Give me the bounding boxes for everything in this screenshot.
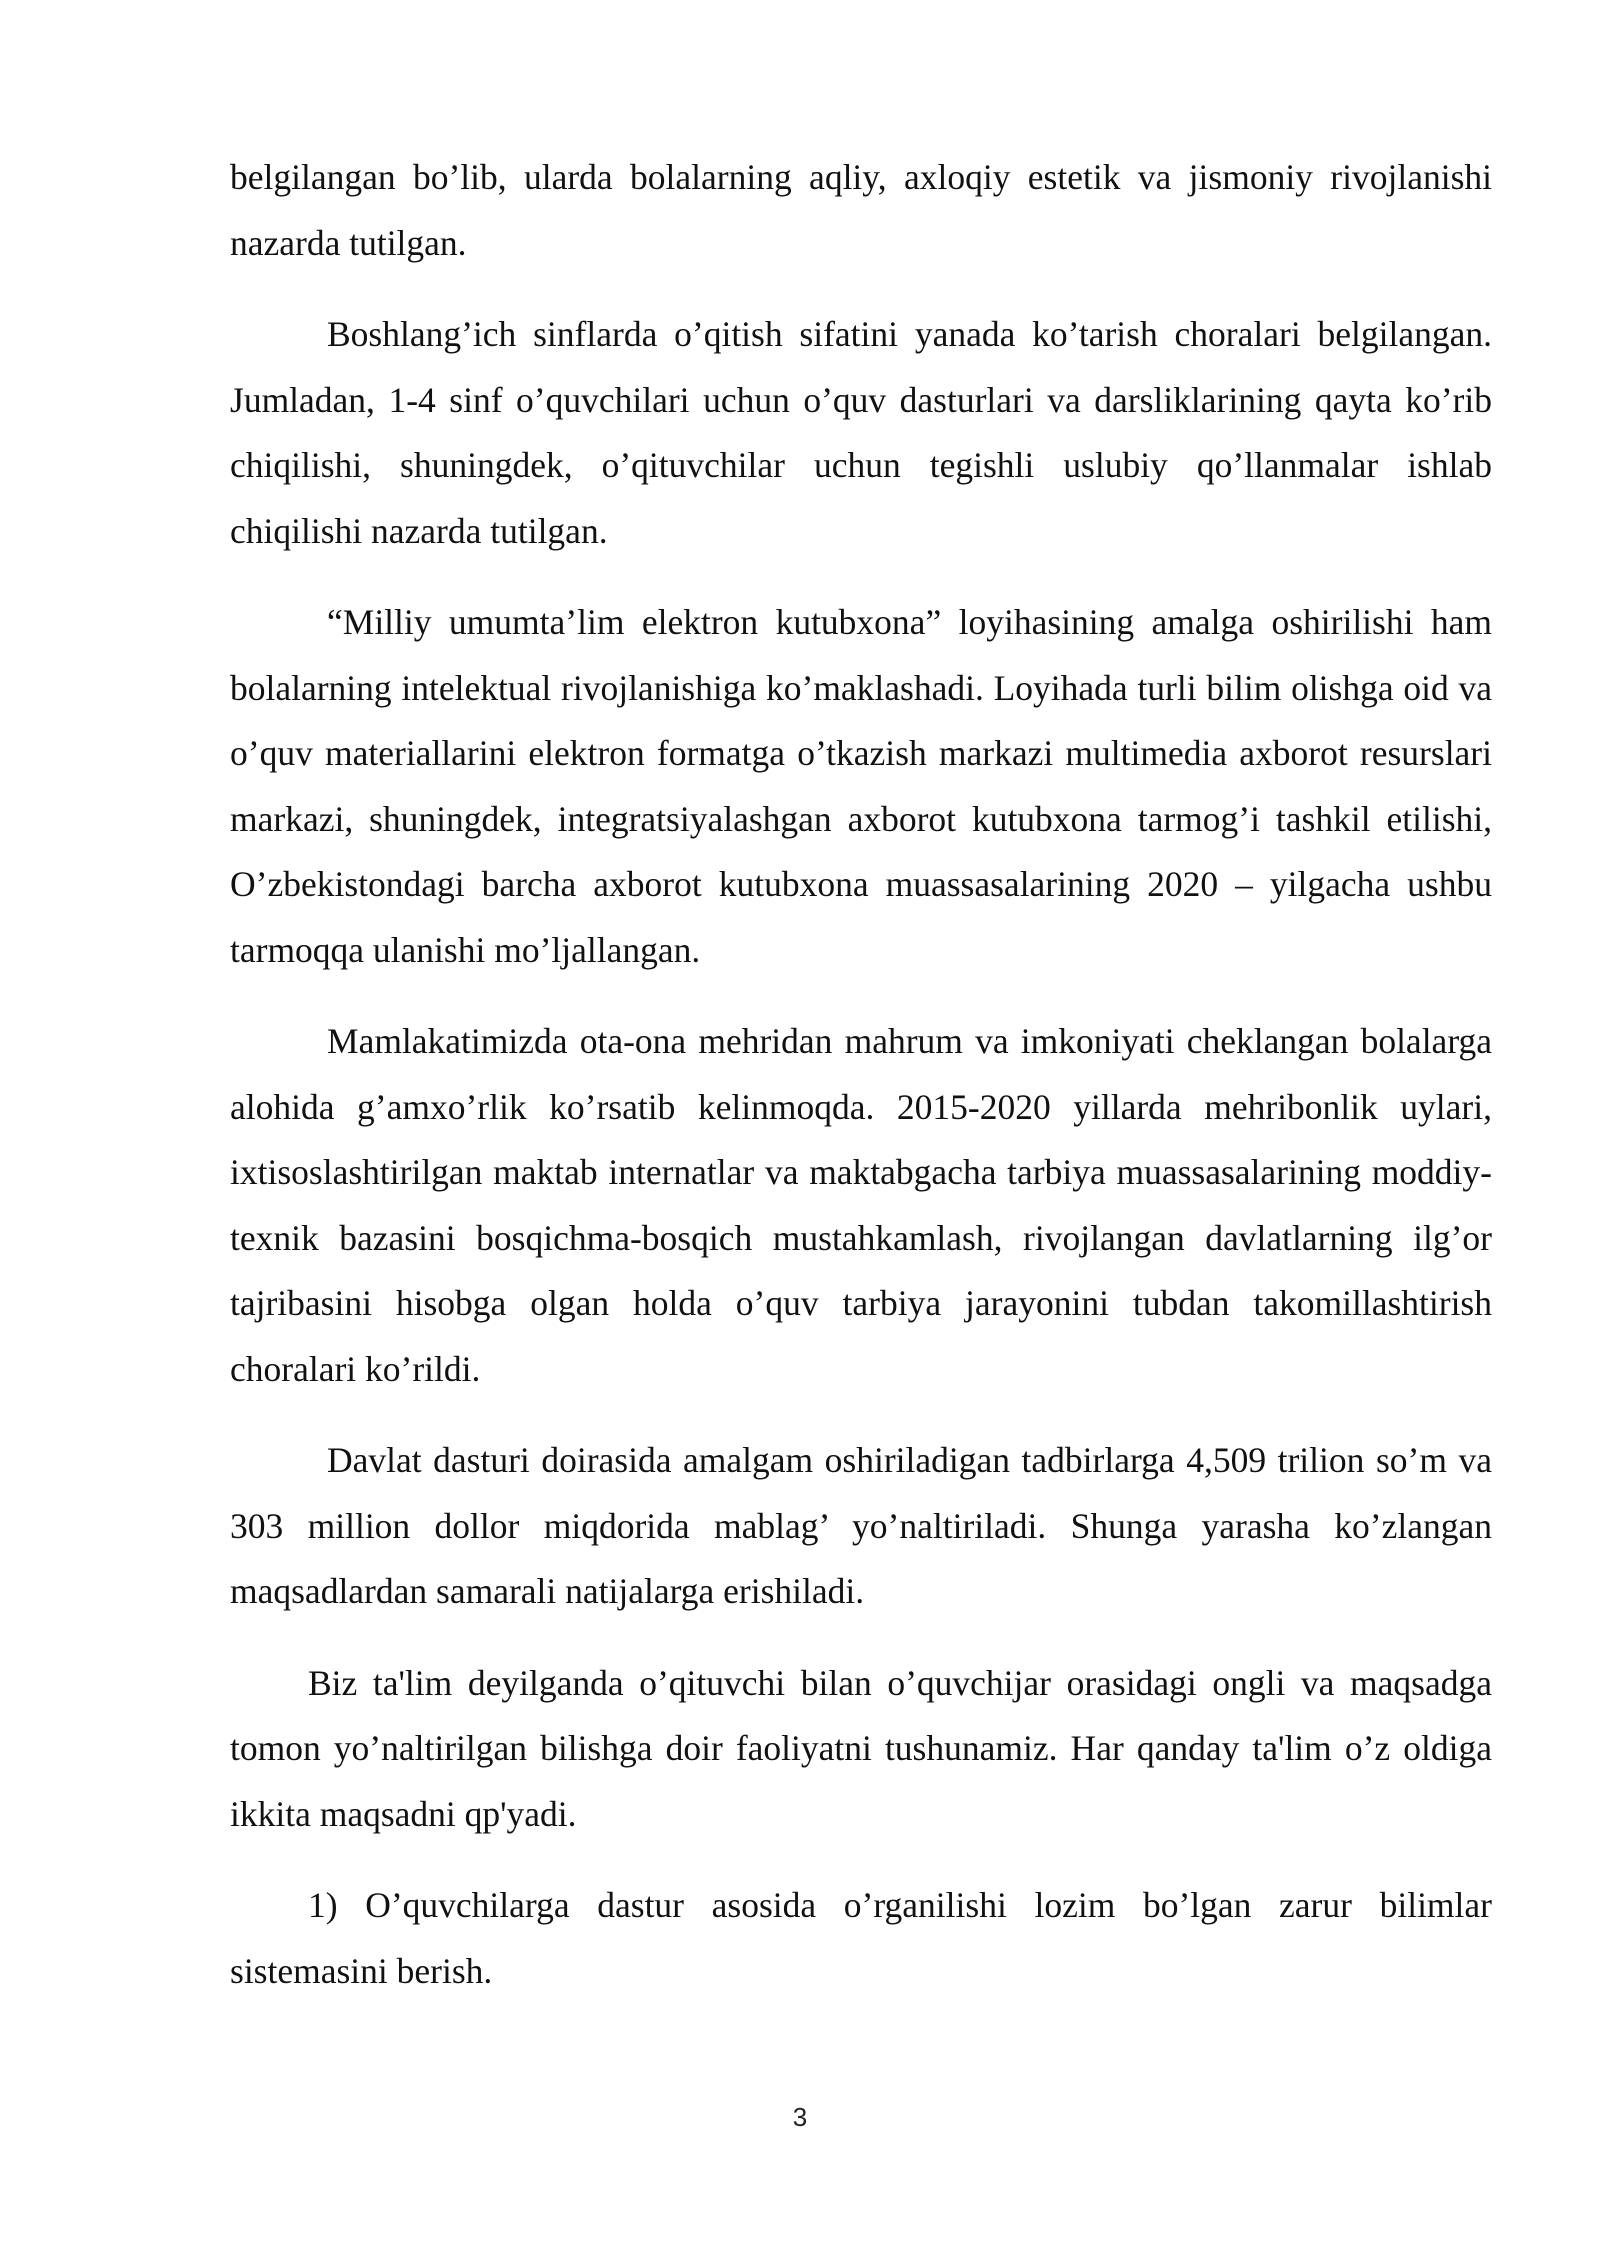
paragraph-7: 1) O’quvchilarga dastur asosida o’rganilishi lozim bo’lgan zarur bilimlar sistemasini berish. [230, 1885, 1492, 1991]
paragraph-2: Boshlang’ich sinflarda o’qitish sifatini yanada ko’tarish choralari belgilangan. Jumladan, 1-4 sinf o’quvchilari uchun o’quv dasturlari va darsliklarining qayta ko’rib chiqilishi, shuningdek, o’qituvchilar uchun tegishli uslubiy qo’llanmalar ishlab chiqilishi nazarda tutilgan. [230, 314, 1492, 551]
document-body [230, 145, 1492, 2030]
paragraph-3: “Milliy umumta’lim elektron kutubxona” loyihasining amalga oshirilishi ham bolalarning intelektual rivojlanishiga ko’maklashadi. Loyihada turli bilim olishga oid va o’quv materiallarini elektron formatga o’tkazish markazi multimedia axborot resurslari markazi, shuningdek, integratsiyalashgan axborot kutubxona tarmog’i tashkil etilishi, O’zbekistondagi barcha axborot kutubxona muassasalarining 2020 – yilgacha ushbu tarmoqqa ulanishi mo’ljallangan. [230, 602, 1492, 970]
page-number: 3 [792, 2102, 808, 2132]
paragraph-5: Davlat dasturi doirasida amalgam oshiriladigan tadbirlarga 4,509 trilion so’m va 303 million dollor miqdorida mablag’ yo’naltiriladi. Shunga yarasha ko’zlangan maqsadlardan samarali natijalarga erishiladi. [230, 1440, 1492, 1611]
paragraph-6: Biz ta'lim deyilganda o’qituvchi bilan o’quvchijar orasidagi ongli va maqsadga tomon yo’naltirilgan bilishga doir faoliyatni tushunamiz. Har qanday ta'lim o’z oldiga ikkita maqsadni qp'yadi. [230, 1662, 1492, 1834]
paragraph-1: belgilangan bo’lib, ularda bolalarning aqliy, axloqiy estetik va jismoniy rivojlanishi nazarda tutilgan. [230, 157, 1492, 263]
paragraph-4: Mamlakatimizda ota-ona mehridan mahrum va imkoniyati cheklangan bolalarga alohida g’amxo’rlik ko’rsatib kelinmoqda. 2015-2020 yillarda mehribonlik uylari, ixtisoslashtirilgan maktab internatlar va maktabgacha tarbiya muassasalarining moddiy-texnik bazasini bosqichma-bosqich mustahkamlash, rivojlangan davlatlarning ilg’or tajribasini hisobga olgan holda o’quv tarbiya jarayonini tubdan takomillashtirish choralari ko’rildi. [230, 1021, 1492, 1389]
